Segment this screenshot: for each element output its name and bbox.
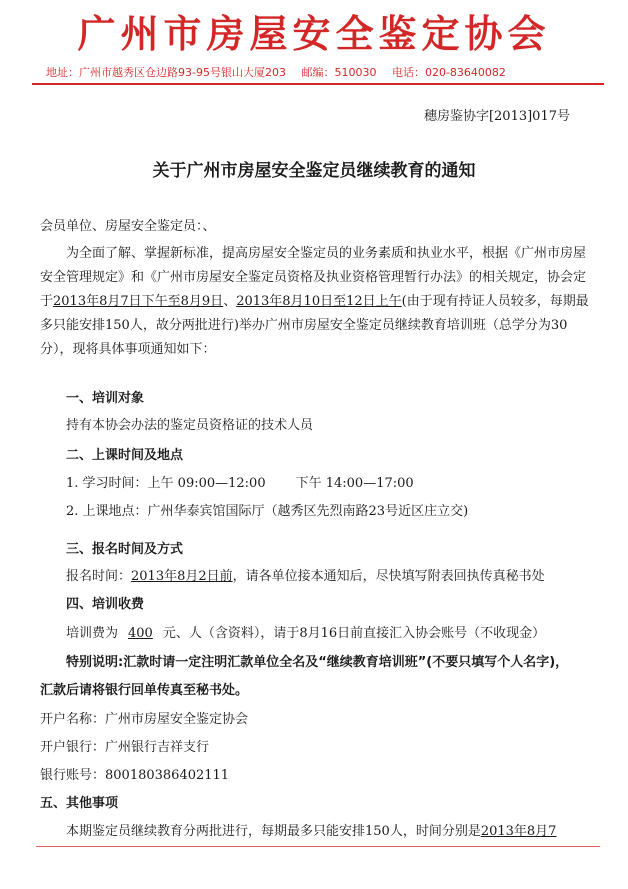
study-time-am: 1. 学习时间：上午 09:00—12:00 <box>66 476 266 491</box>
fee-amount: 400 <box>128 626 153 641</box>
fee-post: 元、人（含资料），请于8月16日前直接汇入协会账号（不收现金） <box>162 626 546 641</box>
org-name: 广州市房屋安全鉴定协会 <box>77 11 551 56</box>
special-note-1: 特别说明:汇款时请一定注明汇款单位全名及“继续教育培训班”(不要只填写个人名字)， <box>66 655 569 670</box>
address: 地址：广州市越秀区仓边路93-95号银山大厦203 <box>46 66 286 79</box>
section-2-heading: 二、上课时间及地点 <box>66 448 184 463</box>
section-5-heading: 五、其他事项 <box>40 796 119 811</box>
intro-text-2: (由于现有持证人员较多，每期最多只能安排150人，故分两批进行)举办广州市房屋安全鉴定员继续教育培训班（总学分为30分），现将具体事项通知如下： <box>40 294 589 357</box>
training-date-2: 2013年8月10日至12日上午 <box>236 294 402 309</box>
letterhead-rule <box>32 83 604 85</box>
letterhead <box>0 0 628 90</box>
section-5-date: 2013年8月7 <box>480 824 557 839</box>
intro-sep: 、 <box>223 294 237 309</box>
postcode: 邮编：510030 <box>301 66 377 79</box>
intro-paragraph <box>40 242 596 362</box>
registration-rest: ，请各单位接本通知后，尽快填写附表回执传真秘书处 <box>232 569 545 584</box>
bank-name: 开户银行：广州银行吉祥支行 <box>40 740 210 755</box>
intro-text-1: 为全面了解、掌握新标准，提高房屋安全鉴定员的业务素质和执业水平，根据《广州市房屋安全管理规定》和《广州市房屋安全鉴定员资格及执业资格管理暂行办法》的相关规定，协会定于 <box>40 246 587 309</box>
fee-pre: 培训费为 <box>66 626 119 641</box>
salutation: 会员单位、房屋安全鉴定员：、 <box>40 219 216 234</box>
account-name: 开户名称：广州市房屋安全鉴定协会 <box>40 712 249 727</box>
registration-time <box>66 565 545 589</box>
section-1-heading: 一、培训对象 <box>66 391 145 406</box>
section-5-text <box>66 820 556 844</box>
study-time <box>66 472 414 496</box>
account-number: 银行账号：800180386402111 <box>40 768 230 783</box>
special-note-2: 汇款后请将银行回单传真至秘书处。 <box>40 683 249 698</box>
section-4-heading: 四、培训收费 <box>66 597 145 612</box>
registration-label: 报名时间： <box>66 569 132 584</box>
study-time-pm: 下午 14:00—17:00 <box>295 476 414 491</box>
fee-line <box>66 622 545 646</box>
class-location: 2. 上课地点：广州华泰宾馆国际厅（越秀区先烈南路23号近区庄立交) <box>66 504 469 519</box>
section-3-heading: 三、报名时间及方式 <box>66 542 184 557</box>
phone: 电话：020-83640082 <box>391 66 506 79</box>
section-1-text: 持有本协会办法的鉴定员资格证的技术人员 <box>66 418 314 433</box>
training-date-1: 2013年8月7日下午至8月9日 <box>53 294 224 309</box>
document-number: 穗房鉴协字[2013]017号 <box>423 109 570 124</box>
section-5-body: 本期鉴定员继续教育分两批进行，每期最多只能安排150人，时间分别是 <box>66 824 481 839</box>
footer-rule <box>36 846 600 847</box>
registration-date: 2013年8月2日前 <box>131 569 233 584</box>
document-title: 关于广州市房屋安全鉴定员继续教育的通知 <box>152 161 476 181</box>
contact-line <box>46 66 608 80</box>
